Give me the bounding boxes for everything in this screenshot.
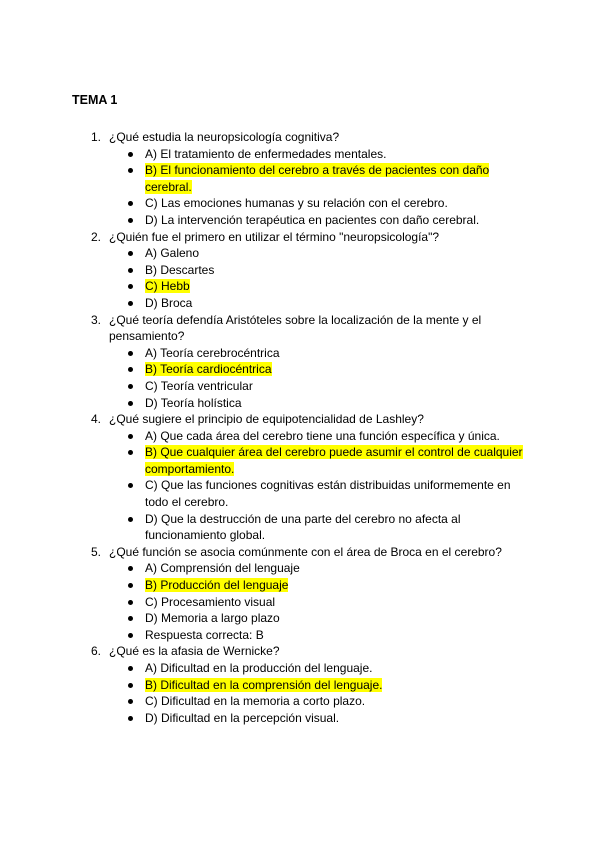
bullet-icon <box>128 351 133 356</box>
answer-option <box>0 395 600 412</box>
bullet-icon <box>128 699 133 704</box>
option-text: C) Dificultad en la memoria a corto plazo. <box>145 694 366 709</box>
question-text: ¿Qué sugiere el principio de equipotencialidad de Lashley? <box>109 412 424 427</box>
bullet-icon <box>128 583 133 588</box>
option-text: C) Teoría ventricular <box>145 378 253 393</box>
question-number: 5. <box>91 544 102 559</box>
answer-option-highlighted <box>0 677 600 694</box>
bullet-icon <box>128 284 133 289</box>
option-text: B) Dificultad en la comprensión del lenguaje. <box>145 677 383 692</box>
question-text: ¿Qué estudia la neuropsicología cognitiva? <box>109 130 340 144</box>
answer-option <box>0 345 600 362</box>
question-line <box>0 643 600 660</box>
bullet-icon <box>128 683 133 688</box>
question-line <box>0 544 600 561</box>
option-text: A) Comprensión del lenguaje <box>145 561 300 576</box>
bullet-icon <box>128 301 133 306</box>
question-item <box>0 643 600 726</box>
option-text: Respuesta correcta: B <box>145 627 264 642</box>
option-text: D) Que la destrucción de una parte del cerebro no afecta al funcionamiento global. <box>145 511 461 543</box>
question-item <box>0 411 600 544</box>
option-text: B) Que cualquier área del cerebro puede asumir el control de cualquier comportamiento. <box>145 445 523 476</box>
answer-option-highlighted <box>0 278 600 295</box>
answer-option <box>0 428 600 445</box>
answer-option <box>0 245 600 262</box>
bullet-icon <box>128 251 133 256</box>
question-line <box>0 229 600 246</box>
answer-option-highlighted <box>0 444 600 477</box>
bullet-icon <box>128 716 133 721</box>
answer-option <box>0 660 600 677</box>
answer-option <box>0 146 600 163</box>
page-title: TEMA 1 <box>72 93 118 107</box>
option-text: A) Teoría cerebrocéntrica <box>145 345 280 360</box>
question-line <box>0 312 600 345</box>
option-text: A) Dificultad en la producción del lenguaje. <box>145 661 373 675</box>
option-text: C) Que las funciones cognitivas están distribuidas uniformemente en todo el cerebro. <box>145 478 511 510</box>
bullet-icon <box>128 666 133 671</box>
question-line <box>0 411 600 428</box>
bullet-icon <box>128 401 133 406</box>
answer-option-highlighted <box>0 361 600 378</box>
bullet-icon <box>128 201 133 206</box>
option-text: B) El funcionamiento del cerebro a través de pacientes con daño cerebral. <box>145 163 490 194</box>
bullet-icon <box>128 268 133 273</box>
option-text: D) Teoría holística <box>145 395 242 410</box>
bullet-icon <box>128 218 133 223</box>
option-text: C) Hebb <box>145 279 190 294</box>
option-text: B) Descartes <box>145 262 215 277</box>
bullet-icon <box>128 168 133 173</box>
bullet-icon <box>128 566 133 571</box>
answer-option <box>0 262 600 279</box>
option-text: C) Las emociones humanas y su relación con el cerebro. <box>145 196 448 211</box>
bullet-icon <box>128 450 133 455</box>
option-text: D) Dificultad en la percepción visual. <box>145 710 340 725</box>
question-text: ¿Qué función se asocia comúnmente con el área de Broca en el cerebro? <box>109 544 502 559</box>
answer-option <box>0 378 600 395</box>
question-item <box>0 129 600 229</box>
question-number: 2. <box>91 229 102 244</box>
question-list <box>0 129 600 726</box>
option-text: B) Teoría cardiocéntrica <box>145 362 272 377</box>
answer-option <box>0 477 600 510</box>
answer-option <box>0 710 600 727</box>
answer-option <box>0 511 600 544</box>
bullet-icon <box>128 152 133 157</box>
bullet-icon <box>128 616 133 621</box>
option-text: A) Galeno <box>145 246 200 261</box>
bullet-icon <box>128 633 133 638</box>
bullet-icon <box>128 384 133 389</box>
question-text: ¿Qué teoría defendía Aristóteles sobre la localización de la mente y el pensamiento? <box>109 312 482 344</box>
bullet-icon <box>128 367 133 372</box>
question-number: 4. <box>91 412 102 427</box>
option-text: C) Procesamiento visual <box>145 594 276 609</box>
answer-option <box>0 195 600 212</box>
question-number: 1. <box>91 130 102 144</box>
question-text: ¿Qué es la afasia de Wernicke? <box>109 644 280 659</box>
answer-option <box>0 212 600 229</box>
question-line <box>0 129 600 146</box>
option-text: A) Que cada área del cerebro tiene una función específica y única. <box>145 428 500 443</box>
answer-option <box>0 594 600 611</box>
answer-option <box>0 295 600 312</box>
option-text: D) Broca <box>145 295 193 310</box>
answer-option <box>0 693 600 710</box>
bullet-icon <box>128 600 133 605</box>
answer-option <box>0 627 600 644</box>
answer-option-highlighted <box>0 577 600 594</box>
bullet-icon <box>128 434 133 439</box>
question-number: 6. <box>91 644 102 659</box>
bullet-icon <box>128 483 133 488</box>
question-item <box>0 312 600 412</box>
question-text: ¿Quién fue el primero en utilizar el término "neuropsicología"? <box>109 229 440 244</box>
question-item <box>0 544 600 644</box>
bullet-icon <box>128 517 133 522</box>
answer-option <box>0 610 600 627</box>
answer-option-highlighted <box>0 162 600 195</box>
option-text: B) Producción del lenguaje <box>145 578 289 593</box>
option-text: D) La intervención terapéutica en pacientes con daño cerebral. <box>145 212 480 227</box>
option-text: D) Memoria a largo plazo <box>145 611 280 626</box>
question-number: 3. <box>91 312 102 327</box>
question-item <box>0 229 600 312</box>
option-text: A) El tratamiento de enfermedades mentales. <box>145 146 387 161</box>
answer-option <box>0 560 600 577</box>
